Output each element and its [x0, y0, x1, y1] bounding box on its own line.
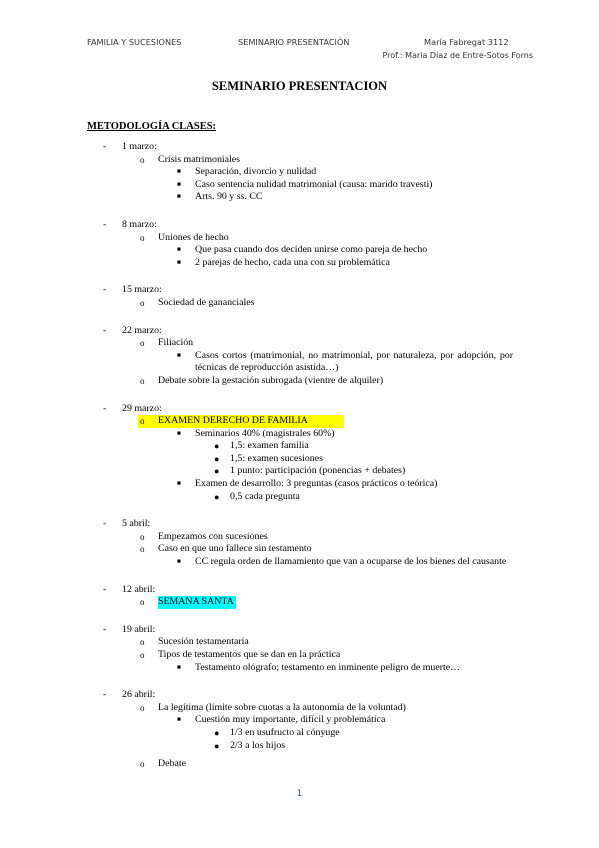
session-item [0, 689, 599, 771]
dash-bullet: - [103, 689, 107, 701]
dash-bullet: - [103, 623, 107, 635]
topic-text: Caso en que uno fallece sin testamento [158, 543, 312, 555]
dash-bullet: - [103, 284, 107, 296]
detail-text: 1/3 en usufructo al cónyuge [230, 726, 340, 738]
header-student: María Fabregat 3112 [424, 37, 509, 47]
subtopic-item [0, 244, 599, 257]
square-bullet-icon: ■ [177, 180, 181, 188]
topic-item [0, 337, 599, 350]
session-item [0, 284, 599, 309]
subtopic-item [0, 166, 599, 179]
circle-bullet-icon: o [140, 531, 145, 542]
detail-item [0, 727, 599, 740]
subtopic-item [0, 191, 599, 204]
yellow-highlight [138, 415, 344, 428]
subtopic-text: Examen de desarrollo: 3 preguntas (casos prácticos o teórica) [195, 478, 438, 490]
topic-text: Debate [158, 758, 186, 770]
circle-bullet-icon: o [140, 232, 145, 243]
dot-bullet-icon: ● [214, 453, 220, 464]
subtopic-item [0, 428, 599, 441]
subtopic-text: Caso sentencia nulidad matrimonial (causa: marido travesti) [195, 178, 433, 190]
session-date: 12 abril: [122, 583, 156, 595]
circle-bullet-icon: o [140, 154, 145, 165]
topic-item [0, 636, 599, 649]
square-bullet-icon: ■ [177, 351, 181, 359]
subtopic-text: Arts. 90 y ss. CC [195, 191, 263, 203]
detail-text: 1 punto: participación (ponencias + debates) [230, 465, 406, 477]
square-bullet-icon: ■ [177, 168, 181, 176]
circle-bullet-icon: o [140, 759, 145, 770]
subtopic-item [0, 714, 599, 727]
topic-item [0, 758, 599, 771]
session-item [0, 518, 599, 568]
square-bullet-icon: ■ [177, 429, 181, 437]
square-bullet-icon: ■ [177, 258, 181, 266]
session-item [0, 141, 599, 204]
subtopic-item [0, 257, 599, 270]
detail-text: 2/3 a los hijos [230, 739, 286, 751]
subtopic-item [0, 350, 599, 375]
topic-text: Uniones de hecho [158, 231, 229, 243]
subtopic-text: Testamento ológrafo; testamento en inminente peligro de muerte… [195, 661, 461, 673]
session-item [0, 325, 599, 388]
session-item [0, 403, 599, 504]
circle-bullet-icon: o [140, 416, 145, 427]
detail-text: 1,5: examen familia [230, 440, 309, 452]
topic-text: Filiación [158, 337, 194, 349]
subtopic-text: CC regula orden de llamamiento que van a ocuparse de los bienes del causante [195, 556, 507, 568]
session-list [0, 141, 599, 786]
detail-text: 0,5 cada pregunta [230, 490, 300, 502]
topic-item [0, 297, 599, 310]
topic-text: Crisis matrimoniales [158, 153, 241, 165]
detail-item [0, 440, 599, 453]
square-bullet-icon: ■ [177, 193, 181, 201]
square-bullet-icon: ■ [177, 558, 181, 566]
subtopic-text: 2 parejas de hecho, cada una con su problemática [195, 256, 390, 268]
square-bullet-icon: ■ [177, 716, 181, 724]
dot-bullet-icon: ● [214, 491, 220, 502]
topic-item [0, 154, 599, 167]
circle-bullet-icon: o [140, 297, 145, 308]
circle-bullet-icon: o [140, 375, 145, 386]
topic-item [0, 232, 599, 245]
dash-bullet: - [103, 518, 107, 530]
subtopic-item [0, 179, 599, 192]
header-professor: Prof.: Maria Díaz de Entre-Sotos Forns [382, 51, 533, 60]
circle-bullet-icon: o [140, 597, 145, 608]
session-date: 5 abril: [122, 518, 151, 530]
dot-bullet-icon: ● [214, 740, 220, 751]
dash-bullet: - [103, 402, 107, 414]
circle-bullet-icon: o [140, 338, 145, 349]
dot-bullet-icon: ● [214, 466, 220, 477]
subtopic-item [0, 478, 599, 491]
session-date: 26 abril: [122, 689, 156, 701]
dash-bullet: - [103, 141, 107, 152]
square-bullet-icon: ■ [177, 246, 181, 254]
topic-text: Empezamos con sucesiones [158, 530, 268, 542]
circle-bullet-icon: o [140, 637, 145, 648]
topic-text: Sucesión testamentaria [158, 636, 249, 648]
dash-bullet: - [103, 583, 107, 595]
detail-item [0, 453, 599, 466]
circle-bullet-icon: o [140, 650, 145, 660]
square-bullet-icon: ■ [177, 480, 181, 488]
topic-item [0, 649, 599, 662]
topic-item [0, 375, 599, 388]
session-item [0, 219, 599, 269]
subtopic-text: Casos cortos (matrimonial, no matrimonial, por naturaleza, por adopción, por técnicas de reproducción asistida…) [195, 349, 513, 374]
subtopic-text: Que pasa cuando dos deciden unirse como pareja de hecho [195, 244, 428, 256]
dash-bullet: - [103, 324, 107, 336]
dash-bullet: - [103, 218, 107, 230]
topic-text: EXAMEN DERECHO DE FAMILIA [158, 415, 308, 427]
document-title: SEMINARIO PRESENTACION [211, 79, 388, 93]
page-number: 1 [296, 789, 303, 799]
session-item [0, 584, 599, 609]
session-date: 22 marzo: [122, 324, 162, 336]
session-date: 1 marzo: [122, 141, 157, 152]
session-item [0, 624, 599, 674]
topic-item [0, 702, 599, 715]
section-heading: METODOLOGÍA CLASES: [87, 121, 217, 132]
subtopic-text: Cuestión muy importante, difícil y problemática [195, 714, 386, 726]
session-date: 15 marzo: [122, 284, 162, 296]
circle-bullet-icon: o [140, 702, 145, 713]
topic-text: Debate sobre la gestación subrogada (vientre de alquiler) [158, 374, 384, 386]
subtopic-text: Seminarios 40% (magistrales 60%) [195, 427, 335, 439]
header-document-title: SEMINARIO PRESENTACIÓN [238, 37, 350, 47]
exam-topic-item [0, 415, 599, 428]
header-course: FAMILIA Y SUCESIONES [87, 37, 182, 47]
session-date: 29 marzo: [122, 402, 162, 414]
dot-bullet-icon: ● [214, 727, 220, 738]
topic-item [0, 543, 599, 556]
subtopic-item [0, 556, 599, 569]
subtopic-text: Separación, divorcio y nulidad [195, 166, 317, 178]
topic-text: Tipos de testamentos que se dan en la práctica [158, 649, 341, 660]
session-date: 8 marzo: [122, 218, 157, 230]
topic-text: Sociedad de gananciales [158, 296, 255, 308]
session-date: 19 abril: [122, 623, 156, 635]
topic-text: La legítima (límite sobre cuotas a la autonomía de la voluntad) [158, 701, 406, 713]
subtopic-item [0, 662, 599, 675]
detail-item [0, 740, 599, 753]
detail-item [0, 465, 599, 478]
topic-item [0, 531, 599, 544]
detail-item [0, 491, 599, 504]
detail-text: 1,5: examen sucesiones [230, 452, 323, 464]
square-bullet-icon: ■ [177, 663, 181, 671]
circle-bullet-icon: o [140, 544, 145, 555]
cyan-highlight: SEMANA SANTA [158, 596, 234, 608]
holiday-topic-item [0, 596, 599, 609]
dot-bullet-icon: ● [214, 441, 220, 452]
